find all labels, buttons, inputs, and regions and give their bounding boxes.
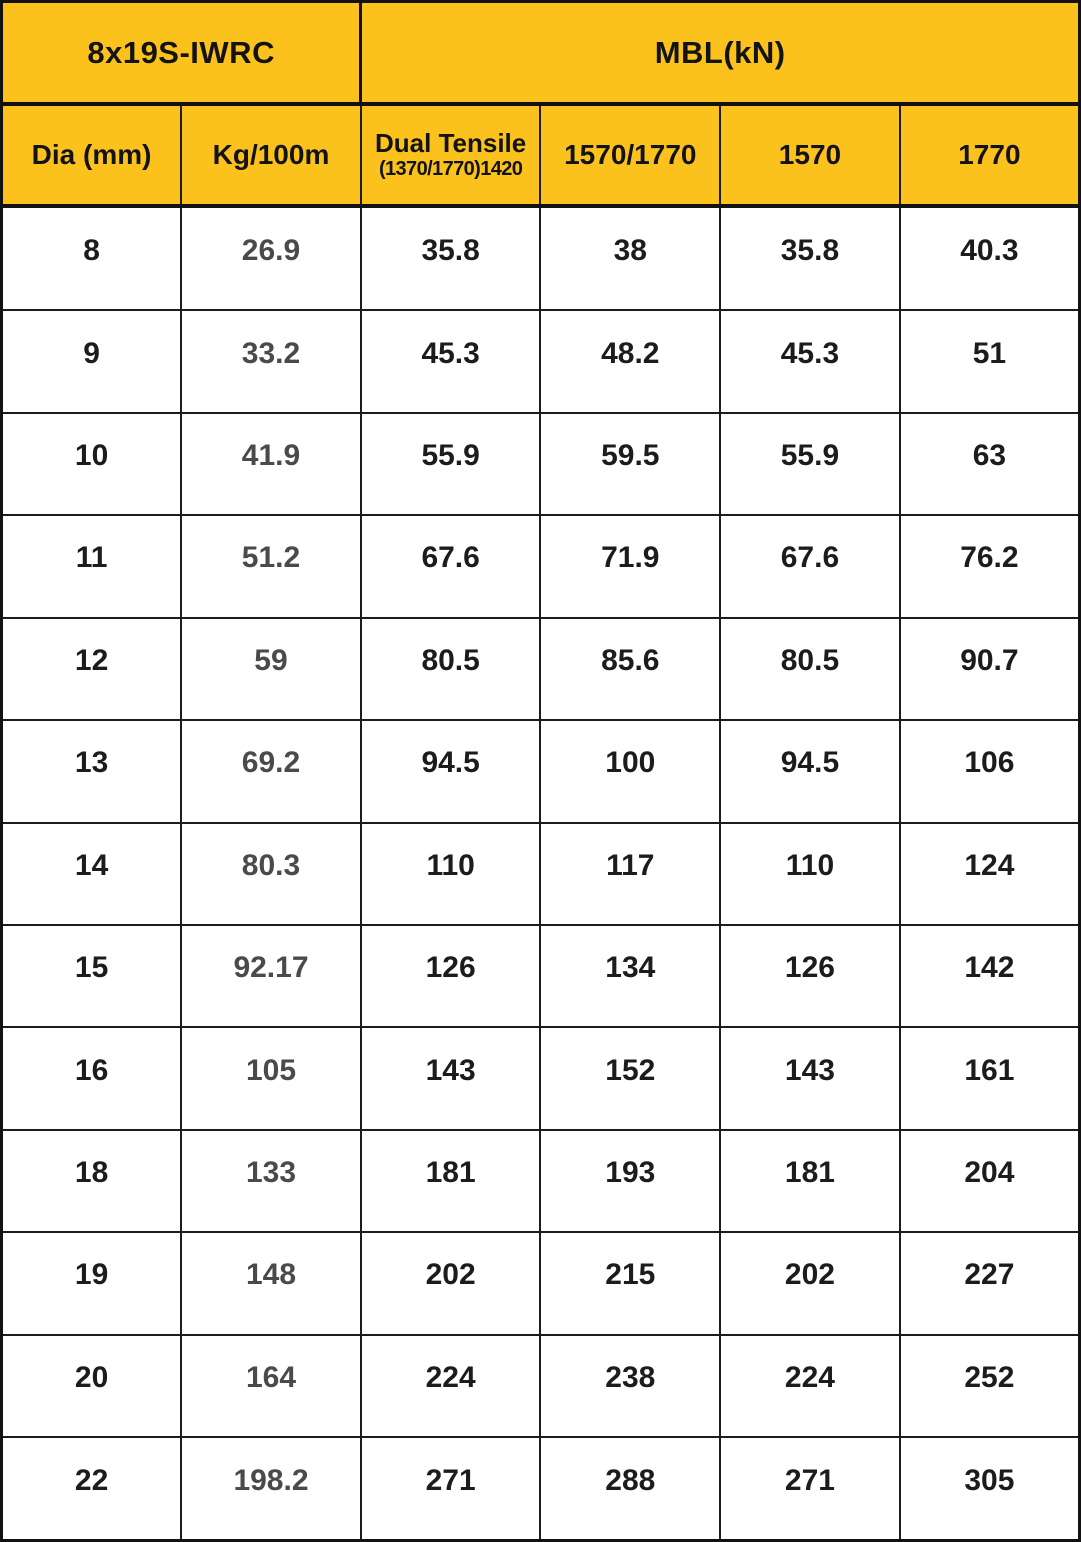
dual-tensile-label: Dual Tensile bbox=[375, 127, 527, 158]
mbl-1570-cell: 94.5 bbox=[720, 720, 900, 822]
table-row bbox=[2, 515, 1080, 617]
mbl-1570-1770-cell: 134 bbox=[540, 925, 720, 1027]
dia-cell: 9 bbox=[2, 310, 182, 412]
dual-tensile-cell: 45.3 bbox=[361, 310, 541, 412]
dia-cell: 18 bbox=[2, 1130, 182, 1232]
mbl-1770-cell: 227 bbox=[900, 1232, 1080, 1334]
kg-cell: 133 bbox=[181, 1130, 361, 1232]
mbl-1570-cell: 35.8 bbox=[720, 206, 900, 310]
group-header-row bbox=[2, 2, 1080, 105]
dual-tensile-cell: 143 bbox=[361, 1027, 541, 1129]
table-row bbox=[2, 1335, 1080, 1437]
dual-tensile-cell: 271 bbox=[361, 1437, 541, 1540]
mbl-1570-1770-cell: 100 bbox=[540, 720, 720, 822]
dual-tensile-cell: 35.8 bbox=[361, 206, 541, 310]
mbl-1570-cell: 80.5 bbox=[720, 618, 900, 720]
kg-cell: 59 bbox=[181, 618, 361, 720]
kg-cell: 33.2 bbox=[181, 310, 361, 412]
table-body bbox=[2, 206, 1080, 1541]
mbl-1570-1770-cell: 38 bbox=[540, 206, 720, 310]
dia-cell: 15 bbox=[2, 925, 182, 1027]
mbl-1570-cell: 67.6 bbox=[720, 515, 900, 617]
dual-tensile-cell: 55.9 bbox=[361, 413, 541, 515]
dual-tensile-sublabel: (1370/1770)1420 bbox=[378, 158, 523, 181]
table-row bbox=[2, 618, 1080, 720]
mbl-1570-cell: 55.9 bbox=[720, 413, 900, 515]
table-row bbox=[2, 1437, 1080, 1540]
dia-cell: 11 bbox=[2, 515, 182, 617]
dual-tensile-cell: 126 bbox=[361, 925, 541, 1027]
mbl-1570-1770-cell: 71.9 bbox=[540, 515, 720, 617]
mbl-1770-cell: 252 bbox=[900, 1335, 1080, 1437]
col-header-dia: Dia (mm) bbox=[2, 104, 182, 206]
table-row bbox=[2, 1232, 1080, 1334]
kg-cell: 105 bbox=[181, 1027, 361, 1129]
dia-cell: 8 bbox=[2, 206, 182, 310]
kg-cell: 148 bbox=[181, 1232, 361, 1334]
mbl-1570-1770-cell: 117 bbox=[540, 823, 720, 925]
dual-tensile-cell: 202 bbox=[361, 1232, 541, 1334]
dia-cell: 16 bbox=[2, 1027, 182, 1129]
mbl-1770-cell: 90.7 bbox=[900, 618, 1080, 720]
mbl-1770-cell: 76.2 bbox=[900, 515, 1080, 617]
dia-cell: 20 bbox=[2, 1335, 182, 1437]
mbl-1570-cell: 126 bbox=[720, 925, 900, 1027]
mbl-1570-cell: 224 bbox=[720, 1335, 900, 1437]
dia-cell: 12 bbox=[2, 618, 182, 720]
table-row bbox=[2, 925, 1080, 1027]
mbl-1570-cell: 271 bbox=[720, 1437, 900, 1540]
col-header-1570-1770: 1570/1770 bbox=[540, 104, 720, 206]
table-row bbox=[2, 1130, 1080, 1232]
mbl-1770-cell: 204 bbox=[900, 1130, 1080, 1232]
mbl-1570-cell: 143 bbox=[720, 1027, 900, 1129]
mbl-1770-cell: 161 bbox=[900, 1027, 1080, 1129]
mbl-1570-cell: 45.3 bbox=[720, 310, 900, 412]
dia-cell: 19 bbox=[2, 1232, 182, 1334]
dia-cell: 10 bbox=[2, 413, 182, 515]
dual-tensile-cell: 110 bbox=[361, 823, 541, 925]
mbl-1570-1770-cell: 193 bbox=[540, 1130, 720, 1232]
kg-cell: 41.9 bbox=[181, 413, 361, 515]
mbl-1770-cell: 40.3 bbox=[900, 206, 1080, 310]
mbl-1770-cell: 63 bbox=[900, 413, 1080, 515]
mbl-1570-1770-cell: 152 bbox=[540, 1027, 720, 1129]
mbl-1570-1770-cell: 48.2 bbox=[540, 310, 720, 412]
mbl-1570-cell: 202 bbox=[720, 1232, 900, 1334]
kg-cell: 69.2 bbox=[181, 720, 361, 822]
dual-tensile-cell: 94.5 bbox=[361, 720, 541, 822]
dia-cell: 14 bbox=[2, 823, 182, 925]
col-header-1570: 1570 bbox=[720, 104, 900, 206]
kg-cell: 198.2 bbox=[181, 1437, 361, 1540]
table-row bbox=[2, 1027, 1080, 1129]
mbl-1570-cell: 110 bbox=[720, 823, 900, 925]
column-header-row bbox=[2, 104, 1080, 206]
kg-cell: 51.2 bbox=[181, 515, 361, 617]
dia-cell: 13 bbox=[2, 720, 182, 822]
kg-cell: 80.3 bbox=[181, 823, 361, 925]
table-row bbox=[2, 720, 1080, 822]
mbl-1770-cell: 124 bbox=[900, 823, 1080, 925]
col-header-dual-tensile bbox=[361, 104, 541, 206]
mbl-1570-1770-cell: 288 bbox=[540, 1437, 720, 1540]
kg-cell: 92.17 bbox=[181, 925, 361, 1027]
mbl-1570-cell: 181 bbox=[720, 1130, 900, 1232]
mbl-1770-cell: 51 bbox=[900, 310, 1080, 412]
mbl-1570-1770-cell: 215 bbox=[540, 1232, 720, 1334]
dual-tensile-cell: 80.5 bbox=[361, 618, 541, 720]
group-header-product: 8x19S-IWRC bbox=[2, 2, 361, 105]
table-header bbox=[2, 2, 1080, 207]
table-row bbox=[2, 310, 1080, 412]
col-header-kg: Kg/100m bbox=[181, 104, 361, 206]
table-row bbox=[2, 206, 1080, 310]
dual-tensile-cell: 181 bbox=[361, 1130, 541, 1232]
kg-cell: 26.9 bbox=[181, 206, 361, 310]
mbl-1770-cell: 305 bbox=[900, 1437, 1080, 1540]
table-row bbox=[2, 413, 1080, 515]
table-row bbox=[2, 823, 1080, 925]
mbl-1570-1770-cell: 59.5 bbox=[540, 413, 720, 515]
dual-tensile-cell: 67.6 bbox=[361, 515, 541, 617]
dual-tensile-cell: 224 bbox=[361, 1335, 541, 1437]
mbl-1770-cell: 142 bbox=[900, 925, 1080, 1027]
kg-cell: 164 bbox=[181, 1335, 361, 1437]
mbl-1770-cell: 106 bbox=[900, 720, 1080, 822]
dia-cell: 22 bbox=[2, 1437, 182, 1540]
col-header-1770: 1770 bbox=[900, 104, 1080, 206]
mbl-1570-1770-cell: 85.6 bbox=[540, 618, 720, 720]
mbl-1570-1770-cell: 238 bbox=[540, 1335, 720, 1437]
group-header-mbl: MBL(kN) bbox=[361, 2, 1080, 105]
